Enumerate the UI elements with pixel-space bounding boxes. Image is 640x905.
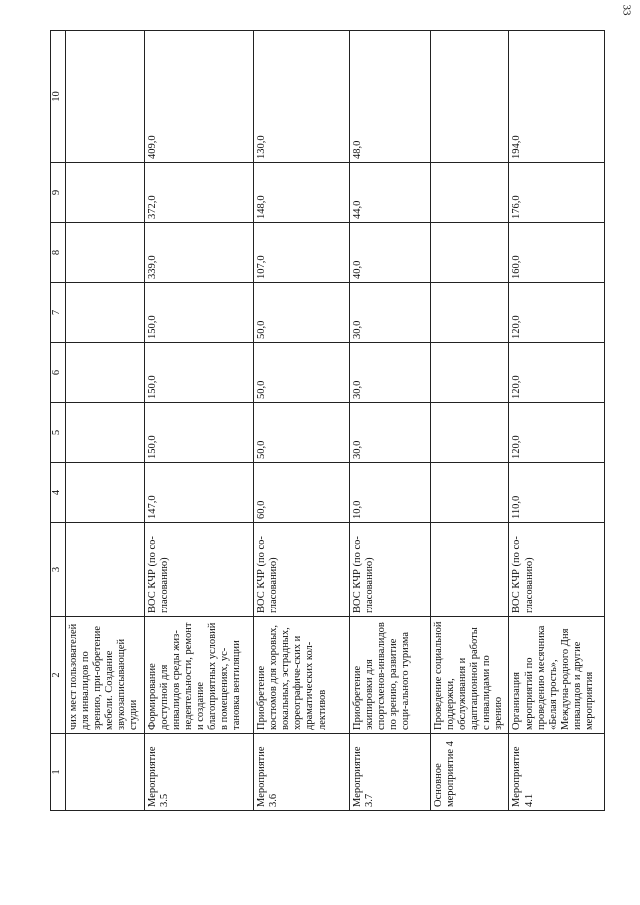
header-row xyxy=(51,31,66,811)
cell-value xyxy=(430,343,509,403)
cell-description: Приобретение экипировки для спортсменов-инвалидов по зрению, развитие соци-ального туризма xyxy=(349,617,430,734)
cell-value: 150,0 xyxy=(144,343,254,403)
cell-value: 48,0 xyxy=(349,31,430,163)
col-header: 4 xyxy=(51,463,66,523)
cell-value: 110,0 xyxy=(509,463,605,523)
table-row xyxy=(509,31,605,811)
cell-value xyxy=(430,283,509,343)
cell-value xyxy=(66,343,145,403)
cell-value: 120,0 xyxy=(509,403,605,463)
cell-value: 147,0 xyxy=(144,463,254,523)
cell-executor: ВОС КЧР (по со-гласованию) xyxy=(144,523,254,617)
cell-value: 130,0 xyxy=(254,31,349,163)
cell-executor: ВОС КЧР (по со-гласованию) xyxy=(349,523,430,617)
cell-description: чих мест пользователей для инвалидов по зрению, при-обретение мебели. Создание звукозаписывающей студии xyxy=(66,617,145,734)
cell-value: 150,0 xyxy=(144,403,254,463)
cell-value: 30,0 xyxy=(349,343,430,403)
col-header: 2 xyxy=(51,617,66,734)
cell-value: 194,0 xyxy=(509,31,605,163)
cell-value: 30,0 xyxy=(349,403,430,463)
page-number: 33 xyxy=(620,4,633,16)
cell-description: Формирование доступной для инвалидов среды жиз-недеятельности, ремонт и создание благоприятных условий в помещениях, ус-тановка вентиляции xyxy=(144,617,254,734)
col-header: 7 xyxy=(51,283,66,343)
cell-value: 148,0 xyxy=(254,163,349,223)
cell-value xyxy=(430,403,509,463)
col-header: 8 xyxy=(51,223,66,283)
cell-value xyxy=(430,31,509,163)
cell-description: Проведение социальной поддержки, обслуживания и адаптационной работы с инвалидами по зрению xyxy=(430,617,509,734)
cell-activity: Основное мероприятие 4 xyxy=(430,734,509,811)
cell-value: 50,0 xyxy=(254,343,349,403)
cell-value: 30,0 xyxy=(349,283,430,343)
cell-value: 176,0 xyxy=(509,163,605,223)
rotated-table-wrapper xyxy=(50,31,605,811)
table-row xyxy=(254,31,349,811)
cell-description: Приобретение костюмов для хоровых, вокальных, эстрадных, хореографиче-ских и драматических кол-лективов xyxy=(254,617,349,734)
cell-value: 50,0 xyxy=(254,283,349,343)
cell-activity: Мероприятие 3.7 xyxy=(349,734,430,811)
col-header: 3 xyxy=(51,523,66,617)
cell-value xyxy=(66,223,145,283)
table-row xyxy=(430,31,509,811)
cell-activity: Мероприятие 3.6 xyxy=(254,734,349,811)
cell-value: 372,0 xyxy=(144,163,254,223)
table-row xyxy=(66,31,145,811)
table-row xyxy=(349,31,430,811)
col-header: 1 xyxy=(51,734,66,811)
cell-activity xyxy=(66,734,145,811)
cell-value xyxy=(66,403,145,463)
cell-executor xyxy=(430,523,509,617)
cell-value: 50,0 xyxy=(254,403,349,463)
cell-executor: ВОС КЧР (по со-гласованию) xyxy=(254,523,349,617)
col-header: 10 xyxy=(51,31,66,163)
cell-value xyxy=(430,463,509,523)
cell-value: 409,0 xyxy=(144,31,254,163)
cell-value xyxy=(430,163,509,223)
col-header: 6 xyxy=(51,343,66,403)
cell-value: 10,0 xyxy=(349,463,430,523)
table-row xyxy=(144,31,254,811)
cell-value xyxy=(66,163,145,223)
cell-value: 120,0 xyxy=(509,283,605,343)
cell-activity: Мероприятие 4.1 xyxy=(509,734,605,811)
cell-value: 120,0 xyxy=(509,343,605,403)
cell-value: 339,0 xyxy=(144,223,254,283)
cell-value xyxy=(66,31,145,163)
col-header: 5 xyxy=(51,403,66,463)
cell-value: 60,0 xyxy=(254,463,349,523)
cell-value: 40,0 xyxy=(349,223,430,283)
cell-value xyxy=(66,283,145,343)
cell-executor: ВОС КЧР (по со-гласованию) xyxy=(509,523,605,617)
cell-executor xyxy=(66,523,145,617)
cell-value xyxy=(430,223,509,283)
cell-value: 150,0 xyxy=(144,283,254,343)
budget-table xyxy=(50,30,605,811)
cell-activity: Мероприятие 3.5 xyxy=(144,734,254,811)
cell-value: 160,0 xyxy=(509,223,605,283)
cell-value: 107,0 xyxy=(254,223,349,283)
col-header: 9 xyxy=(51,163,66,223)
cell-value xyxy=(66,463,145,523)
cell-value: 44,0 xyxy=(349,163,430,223)
cell-description: Организация мероприятий по проведению месячника «Белая трость», Междуна-родного Дня инвалидов и другие мероприятия xyxy=(509,617,605,734)
